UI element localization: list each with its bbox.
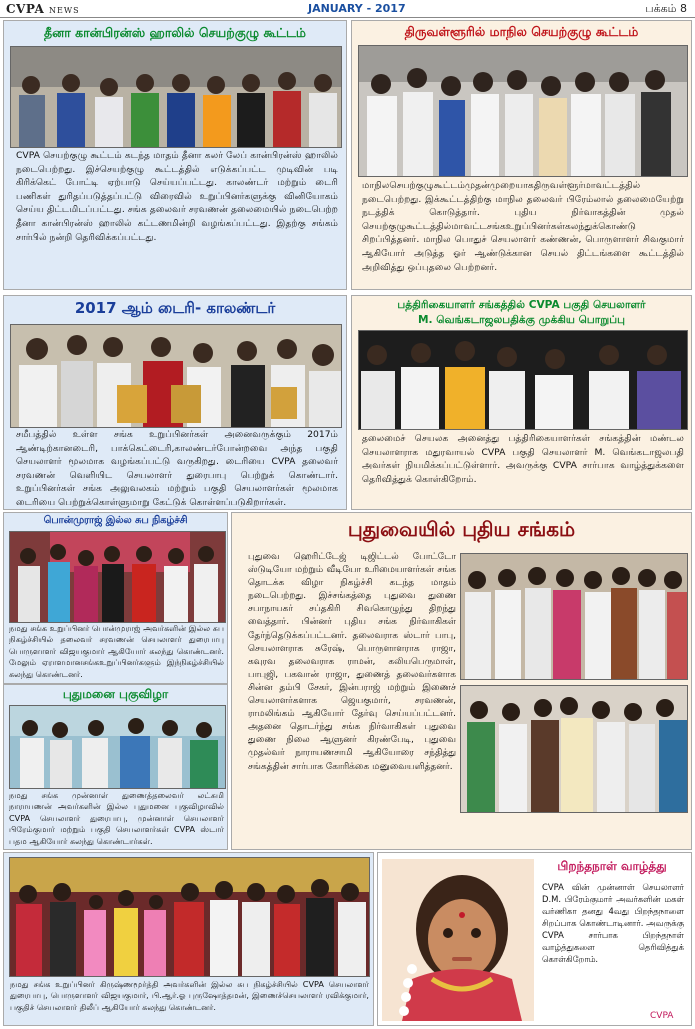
article-press [351,295,692,510]
article-body: சமீபத்தில் உள்ள சங்க உறுப்பினர்கள் அனைவருக்கும் 2017ம் ஆண்டிற்கானடைரி, பாக்கெட்டைரி,காலண்டர்போன்றவை அந்த பகுதி செயலாளர் மூலமாக வழங்கப்பட்டு வருகிறது. டைரியை CVPA தலைவர் சரவணன் வெளியிட செயலாளர் துரைபாபு பெற்றுக் கொண்டார். உறுப்பினர்கள் சங்க அலுவலகம் மற்றும் பகுதி செயலாளர்கள் மூலமாக டைரியை பெற்றுக்கொள்ளுமாறு கேட்டுக் கொள்ளப்படுகிறார்கள். [16,429,338,508]
article-griha [3,684,228,850]
article-body: நமது சங்க முன்னாள் துணைத்தலைவர் லட்சுமி நாராயணன் அவர்களின் இல்ல புதுமனை புகுவிழாவில் CVPA செயலாளர் துரைபாபு, முன்னாள் செயலாளர் பிரேம்குமார் மற்றும் பகுதி செயலாளர்கள் CVPA ஸ்டார் பதம ஆகியோர் கலந்து கொண்டார்கள். [9,790,224,846]
article-title: பொன்முராஜ் இல்ல சுப நிகழ்ச்சி [43,515,188,526]
article-title: புதுமனை புகுவிழா [62,687,169,701]
article-title: திருவள்ளூரில் மாநில செயற்குழு கூட்டம் [404,24,639,39]
article-body: CVPA செயற்குழு கூட்டம் கடந்த மாதம் தீனா கலர் லேப் கான்பிரன்ஸ் ஹாலில் நடைபெற்றது. இச்செயற்குழு கூட்டத்தில் எடுக்கப்பட்ட முடிவின் படி கிரிக்கெட் போட்டி ஏற்பாடு செய்யப்பட்டது. காலண்டர் மற்றும் டைரி பணிகள் துரிதப்படுத்தப்பட்டு விரைவில் உறுப்பினர்களுக்கு வினியோகம் செய்ய திட்டமிடப்பட்டது. சங்க தலைவர் சரவணன் தலைமையில் நடைபெற்ற தீனா கான்பிரன்ஸ் ஹாலில் கட்டணமின்றி வழங்கப்பட்டது. இதற்கு சங்கம் சார்பில் நன்றி தெரிவிக்கப்பட்டது. [16,150,338,243]
article-diary [3,295,347,510]
article-title-line-2: M. வெங்கடாஜலபதிக்கு முக்கிய பொறுப்பு [418,314,625,326]
article-puducherry [231,512,692,850]
article-body: மாநிலசெயற்குழுகூட்டம்முதன்முறையாகதிருவள்ளூர்மாவட்டத்தில் நடைபெற்றது. இக்கூட்டத்திற்கு மாநில தலைவர் பிரேம்லால் தலைமையேற்று நடத்திக் கொடுத்தார். புதிய நிர்வாகத்தின் முதல் செயற்குழுகூட்டத்தில்மாவட்டசங்கஉறுப்பினர்கள்கலந்துக்கொண்டு சிறப்பித்தனர். மாநில பொதுச் செயலாளர் கண்ணன், பொருளாளர் சிவகுமார் ஆகியோர் அடுத்த ஓர் ஆண்டுக்கான செயல் திட்டங்களை கூட்டத்தில் அறிவித்து ஒப்புதலை பெற்றனர். [362,180,684,273]
group-photo [10,46,342,148]
group-photo [358,45,688,177]
article-body: புதுவை ஹெரிட்டேஜ் டிஜிட்டல் போட்டோ ஸ்டுடியோ மற்றும் வீடியோ உரிமையாளர்கள் சங்க தொடக்க விழா நிகழ்ச்சி கடந்த மாதம் நடைபெற்றது. இச்சங்கத்தை புதுவை துணை சபாநாயகர் சப்தகிரி சிவகொழுந்து திறந்து வைத்தார். பின்னர் புதிய சங்க நிர்வாகிகள் தேர்ந்தெடுக்கப்பட்டனர். தலைவராக ஸ்டார் பாபு, செயலாளராக சுரேஷ், பொருளாளராக ராஜா, கவுரவ தலைவராக ராமன், கலியபெருமாள், பாபுஜி, பகவான் ராஜா, துணைத் தலைவர்களாக சின்ன தம்பி சேகர், இன்பராஜ் மற்றும் இணைச் செயலாளர்களாக ஜெயகுமார், சரவணன், ராமலிங்கம் ஆகியோர் தேர்வு செய்யப்பட்டனர். அதனை தொடர்ந்து சங்க நிர்வாகிகள் புதுவை துணை நிலை ஆளுனர் கிரண்பேடி, புதுவை முதல்வர் நாராயணசாமி ஆகியோரை சந்தித்து சங்கத்தின் சார்பாக கோரிக்கை மனுவையளித்தனர். [248,552,456,772]
article-krishna [3,852,374,1026]
article-body: நமது சங்க உறுப்பினர் பொன்முராஜ் அவர்களின் இல்ல சுப நிகழ்ச்சியில் தலைவர் சரவணன் செயலாளர் துரைபாபு பொருளாளர் விஜயகுமார் ஆகியோர் கலந்து கொண்டனர். மேலும் ஏராளமானசங்கஉறுப்பினர்களும் இந்நிகழ்ச்சியில் கலந்து கொண்டனர். [9,623,224,679]
page-number: பக்கம் 8 [645,2,687,15]
group-photo [9,531,226,623]
article-birthday [377,852,692,1026]
article-tiruvallur [351,20,692,290]
page-header [0,0,695,18]
group-photo [10,324,342,428]
group-photo [9,705,226,789]
child-photo [382,859,534,1021]
article-body: தலைமைச் செயலக அனைத்து பத்திரிகையாளர்கள் சங்கத்தின் மண்டல செயலாளராக மதுரவாயல் CVPA பகுதி செயலாளர் M. வெங்கடாஜலபதி அவர்கள் நியமிக்கப்பட்டுள்ளார். அவருக்கு CVPA சார்பாக வாழ்த்துக்களை தெரிவித்துக் கொள்கிறோம். [362,433,684,485]
article-title: புதுவையில் புதிய சங்கம் [347,517,576,541]
article-pon [3,512,228,684]
article-dina [3,20,347,290]
article-title: தீனா கான்பிரன்ஸ் ஹாலில் செயற்குழு கூட்டம் [44,25,306,40]
signature: CVPA [650,1011,674,1021]
article-title: 2017 ஆம் டைரி- காலண்டர் [74,299,276,317]
article-body: CVPA வின் முன்னாள் செயலாளர் D.M. பிரேம்குமார் அவர்களின் மகள் வர்ணிகா தனது 4வது பிறந்தநாளை சிறப்பாக கொண்டாடினார். அவருக்கு CVPA சார்பாக பிறந்தநாள் வாழ்த்துகளை தெரிவித்துக் கொள்கிறோம். [542,882,684,964]
group-photo [9,857,370,977]
article-body: நமது சங்க உறுப்பினர் கிருஷ்ணமூர்த்தி அவர்களின் இல்ல சுப நிகழ்ச்சியில் CVPA செயலாளர் துரைபாபு, பொருளாளர் விஜயகுமார், பி.ஆர்.ஓ புருஷோத்தமன், இணைச்செயலாளர் ரவிக்குமார், பகுதிச் செயலாளர் திலீப் ஆகியோர் கலந்து கொண்டனர். [10,979,369,1012]
article-title-line-1: பத்திரிகையாளர் சங்கத்தில் CVPA பகுதி செயலாளர் [397,299,646,311]
masthead-brand: CVPA NEWS [6,2,80,16]
group-photo [358,330,688,430]
event-photo-1 [460,553,688,680]
issue-month: JANUARY - 2017 [308,2,406,15]
article-title: பிறந்தநாள் வாழ்த்து [557,859,667,873]
event-photo-2 [460,685,688,813]
